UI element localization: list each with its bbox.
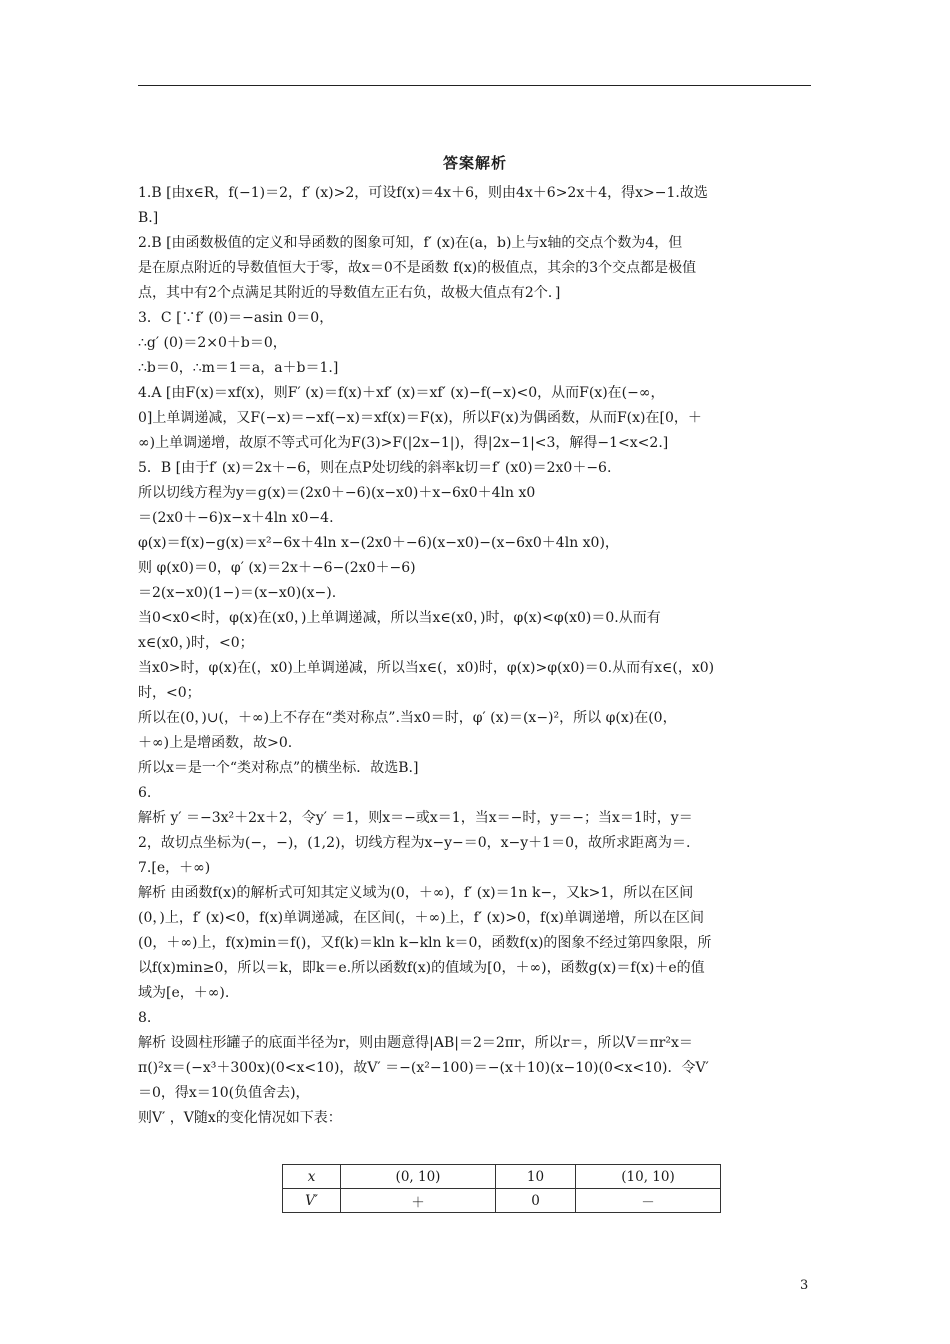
variation-table [282,1164,721,1213]
table-cell: 10 [496,1165,576,1189]
text-line: 0]上单调递减，又F(−x)＝−xf(−x)＝xf(x)＝F(x)，所以F(x)为偶函数，从而F(x)在[0，＋ [138,410,702,426]
table-cell: － [576,1189,721,1213]
text-line: 时，<0； [138,685,201,701]
text-line: 4.A [由F(x)＝xf(x)，则F′ (x)＝f(x)＋xf′ (x)＝xf′ (x)−f(−x)<0，从而F(x)在(−∞， [138,385,665,401]
header-rule [138,85,811,86]
text-line: ∴b＝0，∴m＝1＝a，a＋b＝1.] [138,360,339,376]
text-line: ∞)上单调递增，故原不等式可化为F(3)>F(|2x−1|)，得|2x−1|<3，解得−1<x<2.] [138,435,669,451]
text-line: 以f(x)min≥0，所以＝k，即k＝e.所以函数f(x)的值域为[0，＋∞)，函数g(x)＝f(x)＋e的值 [138,960,705,976]
table-header-row [283,1165,721,1189]
answer-text [138,181,812,1131]
text-line: B.] [138,210,159,226]
text-line: 点，其中有2个点满足其附近的导数值左正右负，故极大值点有2个．] [138,285,561,301]
text-line: 则 φ(x0)＝0，φ′ (x)＝2x＋−6−(2x0＋−6) [138,560,416,576]
page-number: 3 [800,1278,809,1293]
text-line: 2.B [由函数极值的定义和导函数的图象可知，f′ (x)在(a，b)上与x轴的交点个数为4，但 [138,235,683,251]
text-line: ＝2(x−x0)(1−)＝(x−x0)(x−). [138,585,337,601]
text-line: 3．C [∵f′ (0)＝−asin 0＝0， [138,310,334,326]
text-line: 8. [138,1010,152,1026]
text-line: φ(x)＝f(x)−g(x)＝x²−6x＋4ln x−(2x0＋−6)(x−x0)−(x−6x0＋4ln x0)， [138,535,619,551]
text-line: 当0<x0<时，φ(x)在(x0，)上单调递减，所以当x∈(x0，)时，φ(x)<φ(x0)＝0.从而有 [138,610,661,626]
text-line: x∈(x0，)时，<0； [138,635,254,651]
text-line: 是在原点附近的导数值恒大于零，故x＝0不是函数 f(x)的极值点，其余的3个交点都是极值 [138,260,697,276]
text-line: 6. [138,785,152,801]
text-line: ∴g′ (0)＝2×0＋b＝0， [138,335,287,351]
text-line: (0，)上，f′ (x)<0，f(x)单调递减，在区间(，＋∞)上，f′ (x)>0，f(x)单调递增，所以在区间 [138,910,704,926]
text-line: 5．B [由于f′ (x)＝2x＋−6，则在点P处切线的斜率k切＝f′ (x0)＝2x0＋−6. [138,460,612,476]
text-line: 当x0>时，φ(x)在(，x0)上单调递减，所以当x∈(，x0)时，φ(x)>φ(x0)＝0.从而有x∈(，x0) [138,660,715,676]
table-cell: ＋ [341,1189,496,1213]
text-line: 所以切线方程为y＝g(x)＝(2x0＋−6)(x−x0)＋x−6x0＋4ln x0 [138,485,536,501]
text-line: 所以x＝是一个“类对称点”的横坐标．故选B.] [138,760,419,776]
text-line: 2，故切点坐标为(−，−)，(1,2)，切线方程为x−y−＝0，x−y＋1＝0，故所求距离为＝. [138,835,691,851]
text-line: 所以在(0，)∪(，＋∞)上不存在“类对称点”.当x0＝时，φ′ (x)＝(x−)²，所以 φ(x)在(0， [138,710,677,726]
text-line: 解析 设圆柱形罐子的底面半径为r，则由题意得|AB|＝2＝2πr，所以r＝，所以V＝πr²x＝ [138,1035,693,1051]
table-cell: (0, 10) [341,1165,496,1189]
text-line: 则V′ ，V随x的变化情况如下表： [138,1110,342,1126]
table-cell: 0 [496,1189,576,1213]
page-title: 答案解析 [442,154,507,172]
text-line: (0，＋∞)上，f(x)min＝f()，又f(k)＝kln k−kln k＝0，函数f(x)的图象不经过第四象限，所 [138,935,712,951]
text-line: π()²x＝(−x³＋300x)(0<x<10)，故V′ ＝−(x²−100)＝−(x＋10)(x−10)(0<x<10)．令V′ [138,1060,709,1076]
table-cell: (10, 10) [576,1165,721,1189]
table-cell: V′ [283,1189,341,1213]
text-line: ＝(2x0＋−6)x−x＋4ln x0−4. [138,510,334,526]
table-cell: x [283,1165,341,1189]
text-line: 7.[e，＋∞) [138,860,211,876]
text-line: 域为[e，＋∞). [138,985,230,1001]
text-line: 解析 由函数f(x)的解析式可知其定义域为(0，＋∞)，f′ (x)＝1n k−，又k>1，所以在区间 [138,885,694,901]
text-line: 解析 y′ ＝−3x²＋2x＋2，令y′ ＝1，则x＝−或x＝1，当x＝−时，y＝−；当x＝1时，y＝ [138,810,693,826]
text-line: ＋∞)上是增函数，故>0. [138,735,293,751]
table-row [283,1189,721,1213]
text-line: ＝0，得x＝10(负值舍去)， [138,1085,310,1101]
text-line: 1.B [由x∈R，f(−1)＝2，f′ (x)>2，可设f(x)＝4x＋6，则由4x＋6>2x＋4，得x>−1.故选 [138,185,708,201]
